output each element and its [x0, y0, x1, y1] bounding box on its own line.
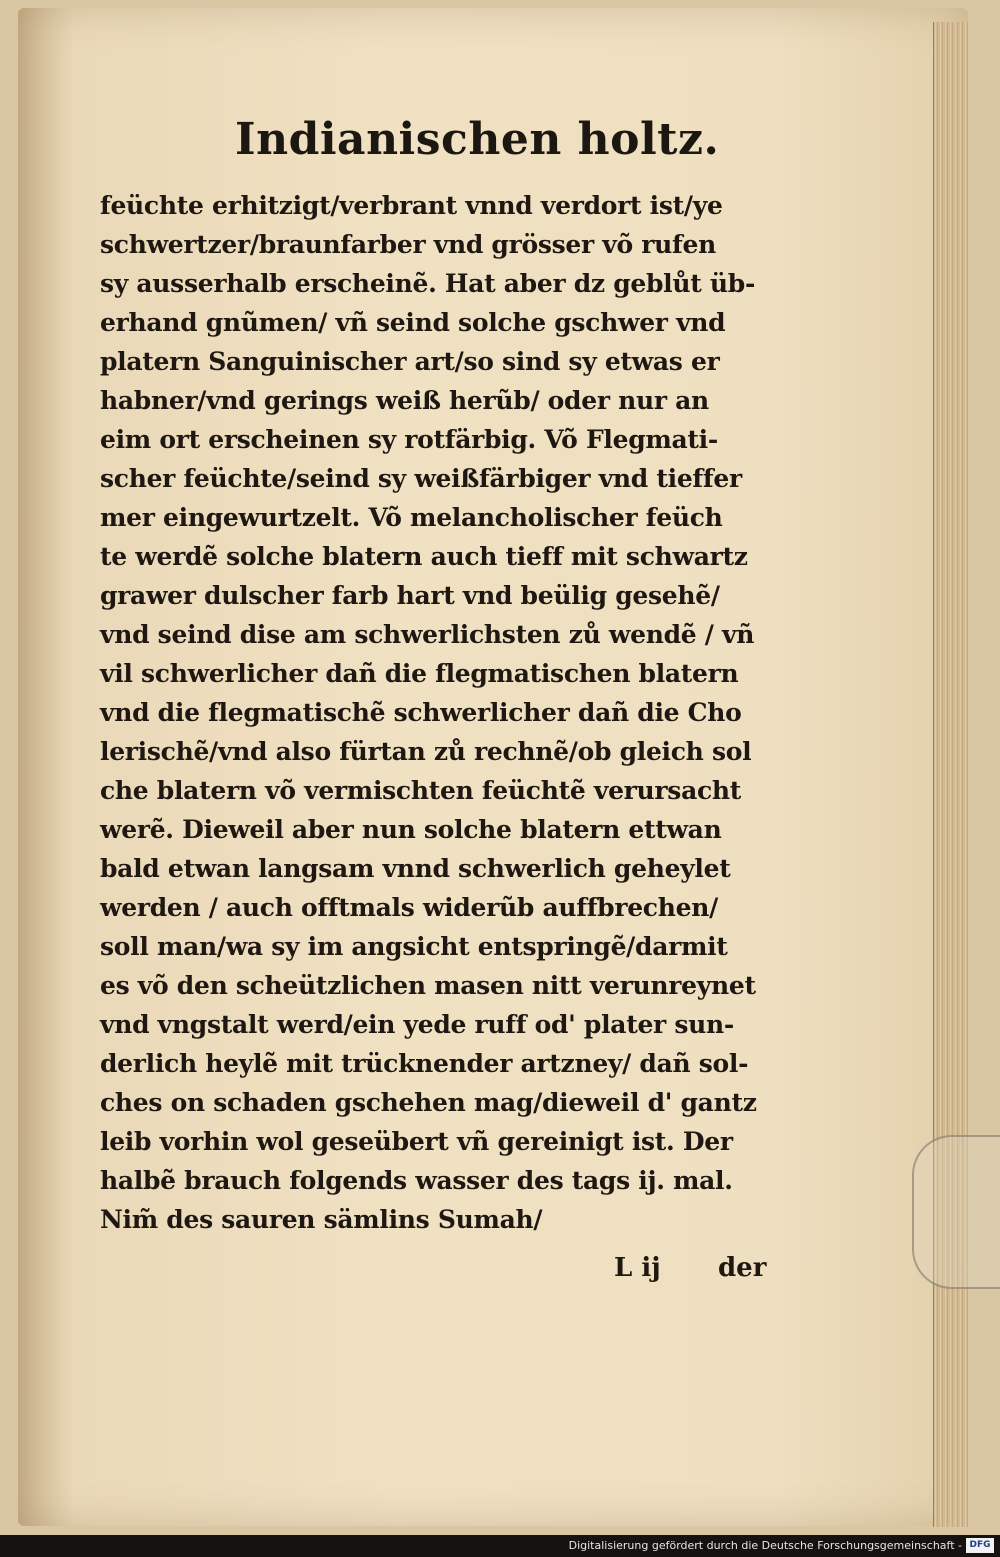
- text-line: te werdẽ solche blatern auch tieff mit schwartz: [100, 542, 748, 571]
- text-line: leib vorhin wol geseübert vñ gereinigt ist. Der: [100, 1127, 733, 1156]
- text-line: werẽ. Dieweil aber nun solche blatern ettwan: [100, 815, 722, 844]
- text-line: erhand gnũmen/ vñ seind solche gschwer vnd: [100, 308, 726, 337]
- page-edge-stack: [933, 22, 968, 1527]
- text-block: [100, 186, 780, 1239]
- text-line: che blatern võ vermischten feüchtẽ verursacht: [100, 776, 742, 805]
- dfg-logo: DFG: [966, 1538, 994, 1553]
- text-line: bald etwan langsam vnnd schwerlich geheylet: [100, 854, 731, 883]
- text-line: vnd die flegmatischẽ schwerlicher dañ die Cho: [100, 698, 742, 727]
- text-line: feüchte erhitzigt/verbrant vnnd verdort ist/ye: [100, 191, 723, 220]
- text-line: halbẽ brauch folgends wasser des tags ij. mal.: [100, 1166, 733, 1195]
- text-line: ches on schaden gschehen mag/dieweil d' gantz: [100, 1088, 757, 1117]
- text-line: soll man/wa sy im angsicht entspringẽ/darmit: [100, 932, 728, 961]
- text-line: mer eingewurtzelt. Võ melancholischer feüch: [100, 503, 723, 532]
- text-line: sy ausserhalb erscheinẽ. Hat aber dz geblůt üb-: [100, 269, 756, 298]
- text-line: eim ort erscheinen sy rotfärbig. Võ Flegmati-: [100, 425, 718, 454]
- text-line: schwertzer/braunfarber vnd grösser võ rufen: [100, 230, 716, 259]
- text-line: vnd seind dise am schwerlichsten zů wendẽ / vñ: [100, 620, 755, 649]
- text-line: grawer dulscher farb hart vnd beülig gesehẽ/: [100, 581, 720, 610]
- text-line: lerischẽ/vnd also fürtan zů rechnẽ/ob gleich sol: [100, 737, 752, 766]
- text-line: es võ den scheützlichen masen nitt verunreynet: [100, 971, 756, 1000]
- text-line: derlich heylẽ mit trücknender artzney/ dañ sol-: [100, 1049, 749, 1078]
- running-head: Indianischen holtz.: [235, 114, 720, 165]
- text-line: werden / auch offtmals widerũb auffbrechen/: [100, 893, 718, 922]
- signature-mark: L ij: [614, 1253, 661, 1283]
- text-line: vnd vngstalt werd/ein yede ruff od' plater sun-: [100, 1010, 734, 1039]
- text-line: vil schwerlicher dañ die flegmatischen blatern: [100, 659, 739, 688]
- text-line: platern Sanguinischer art/so sind sy etwas er: [100, 347, 720, 376]
- book-clamp: [912, 1135, 1000, 1289]
- footer-bar: [0, 1535, 1000, 1557]
- text-line: habner/vnd gerings weiß herũb/ oder nur an: [100, 386, 709, 415]
- catchword: der: [718, 1253, 767, 1283]
- text-line: scher feüchte/seind sy weißfärbiger vnd tieffer: [100, 464, 742, 493]
- text-line: Nim̃ des sauren sämlins Sumah/: [100, 1205, 543, 1234]
- funding-credit: Digitalisierung gefördert durch die Deutsche Forschungsgemeinschaft -: [568, 1539, 962, 1552]
